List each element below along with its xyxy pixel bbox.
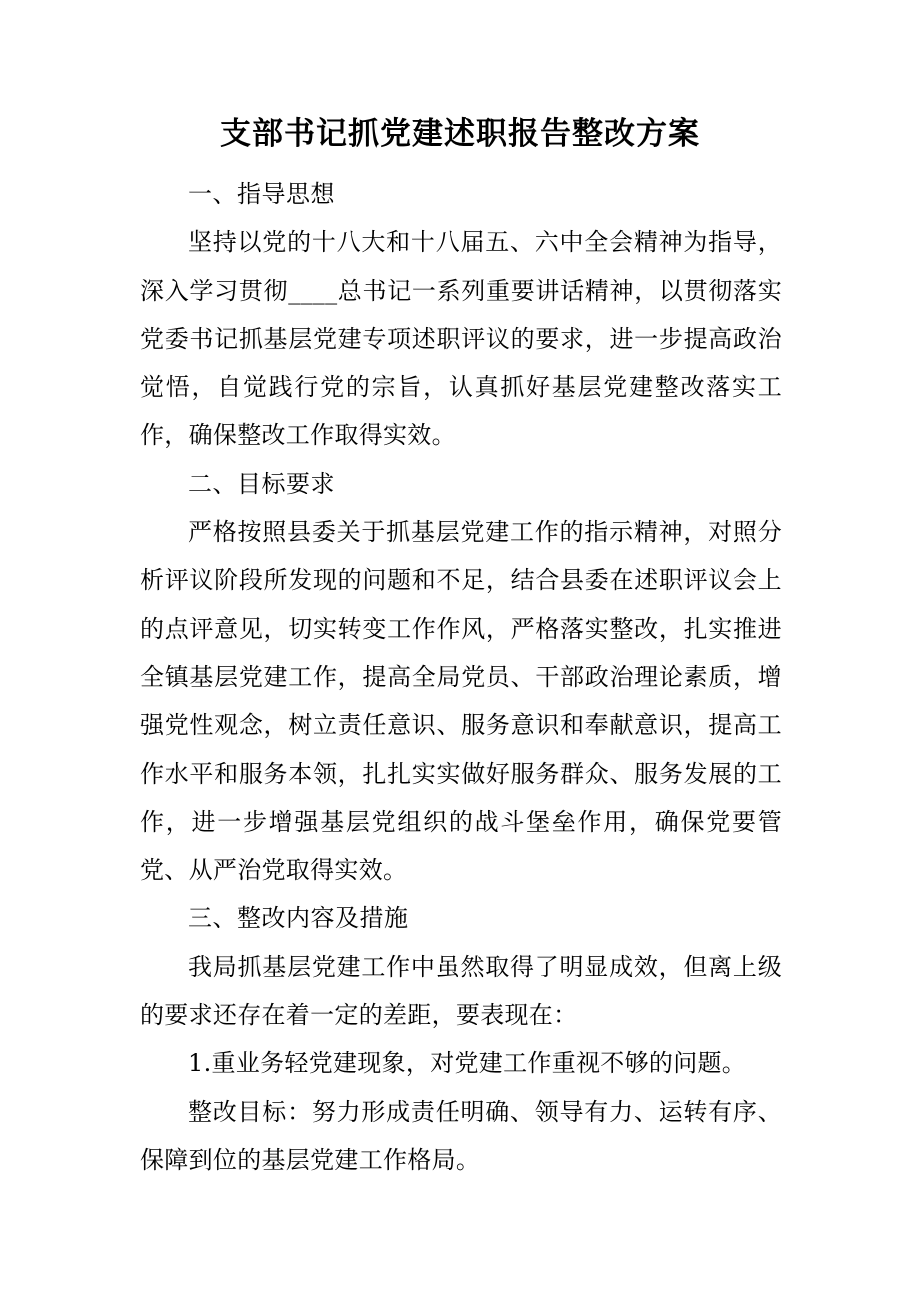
paragraph-guiding-ideology: 坚持以党的十八大和十八届五、六中全会精神为指导，深入学习贯彻____总书记一系列重要讲话精神，以贯彻落实党委书记抓基层党建专项述职评议的要求，进一步提高政治觉悟，自觉践行党的宗旨，认真抓好基层党建整改落实工作，确保整改工作取得实效。 xyxy=(140,228,782,450)
paragraph-rectification-goal: 整改目标：努力形成责任明确、领导有力、运转有序、保障到位的基层党建工作格局。 xyxy=(140,1097,782,1174)
document-title: 支部书记抓党建述职报告整改方案 xyxy=(220,116,700,152)
section-heading-goals: 二、目标要求 xyxy=(188,469,335,498)
section-heading-guiding-ideology: 一、指导思想 xyxy=(188,180,335,208)
paragraph-rectification-item-1: 1.重业务轻党建现象，对党建工作重视不够的问题。 xyxy=(188,1049,747,1078)
section-heading-rectification: 三、整改内容及措施 xyxy=(188,904,409,933)
paragraph-rectification-intro: 我局抓基层党建工作中虽然取得了明显成效，但离上级的要求还存在着一定的差距，要表现在： xyxy=(140,952,782,1030)
paragraph-goals: 严格按照县委关于抓基层党建工作的指示精神，对照分析评议阶段所发现的问题和不足，结合县委在述职评议会上的点评意见，切实转变工作作风，严格落实整改，扎实推进全镇基层党建工作，提高全局党员、干部政治理论素质，增强党性观念，树立责任意识、服务意识和奉献意识，提高工作水平和服务本领，扎扎实实做好服务群众、服务发展的工作，进一步增强基层党组织的战斗堡垒作用，确保党要管党、从严治党取得实效。 xyxy=(140,518,782,885)
document-body xyxy=(140,170,782,1184)
